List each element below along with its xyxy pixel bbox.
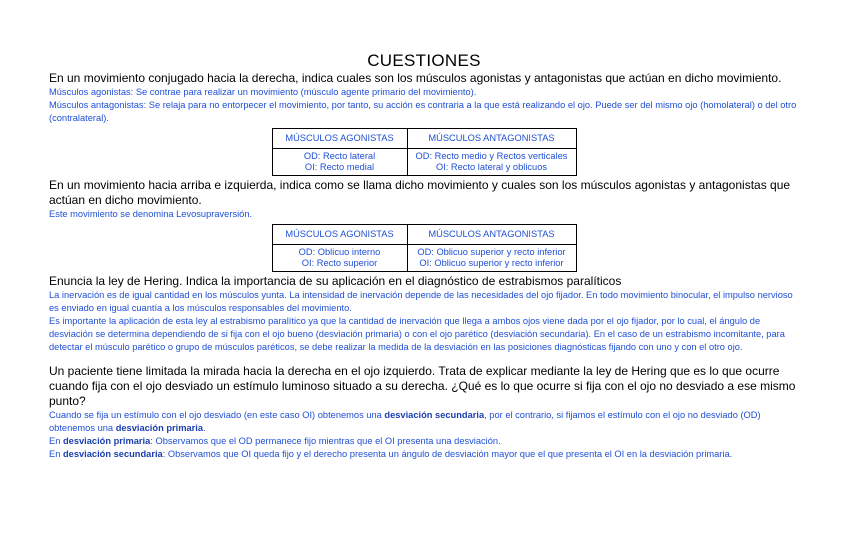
table-2-antagonistas-cell [407, 245, 576, 272]
table-2-agonistas-oi: OI: Recto superior [301, 258, 378, 268]
term-desviacion-primaria: desviación primaria [62, 436, 151, 446]
table-2-header-agonistas: MÚSCULOS AGONISTAS [272, 225, 407, 245]
question-3: Enuncia la ley de Hering. Indica la importancia de su aplicación en el diagnóstico de estrabismos paralíticos [49, 274, 622, 288]
page-title: CUESTIONES [367, 51, 481, 70]
answer-4-text: : Observamos que el OD permanece fijo mientras que el OI presenta una desviación. [150, 436, 501, 446]
question-4: Un paciente tiene limitada la mirada hacia la derecha en el ojo izquierdo. Trata de explicar mediante la ley de Hering que es lo que ocurre cuando fija con el ojo desviado un estímulo luminoso situado a su derecha. ¿Qué es lo que ocurre si fija con el ojo no desviado a ese mismo punto? [49, 364, 796, 408]
answer-4-part-3 [49, 448, 799, 461]
section-gap [49, 354, 799, 364]
answer-4-text: En [49, 449, 63, 459]
answer-4-text: : Observamos que OI queda fijo y el derecho presenta un ángulo de desviación mayor que el que presenta el OI en la desviación primaria. [162, 449, 733, 459]
muscles-table-2 [272, 224, 577, 272]
table-1-agonistas-od: OD: Recto lateral [303, 151, 376, 161]
table-2-header-antagonistas: MÚSCULOS ANTAGONISTAS [407, 225, 576, 245]
term-desviacion-primaria: desviación primaria [115, 423, 204, 433]
question-2: En un movimiento hacia arriba e izquierda, indica como se llama dicho movimiento y cuales son los músculos agonistas y antagonistas que actúan en dicho movimiento. [49, 178, 791, 207]
table-2-antagonistas-oi: OI: Oblicuo superior y recto inferior [419, 258, 564, 268]
answer-1-agonistas: Músculos agonistas: Se contrae para realizar un movimiento (músculo agente primario del movimiento). [49, 87, 477, 97]
answer-3-part-1: La inervación es de igual cantidad en los músculos yunta. La intensidad de inervación depende de las necesidades del ojo fijador. En todo movimiento binocular, el impulso nervioso es enviado en igual cuantía a los músculos responsables del movimiento. [49, 290, 793, 313]
muscles-table-1 [272, 128, 577, 176]
table-2-agonistas-cell [272, 245, 407, 272]
term-desviacion-secundaria: desviación secundaria [384, 410, 485, 420]
question-1: En un movimiento conjugado hacia la derecha, indica cuales son los músculos agonistas y antagonistas que actúan en dicho movimiento. [49, 71, 782, 85]
table-1-antagonistas-cell [407, 149, 576, 176]
answer-4-part-2 [49, 435, 799, 448]
answer-2: Este movimiento se denomina Levosupraversión. [49, 209, 253, 219]
term-desviacion-secundaria: desviación secundaria [62, 449, 163, 459]
table-1-antagonistas-oi: OI: Recto lateral y oblicuos [435, 162, 548, 172]
table-1-antagonistas-od: OD: Recto medio y Rectos verticales [415, 151, 568, 161]
answer-4-text: , por el contrario, si fijamos el estímulo con el ojo no desviado (OD) obtenemos una [49, 410, 761, 433]
answer-4-text: En [49, 436, 63, 446]
table-2-agonistas-od: OD: Oblicuo interno [298, 247, 381, 257]
table-1-agonistas-oi: OI: Recto medial [304, 162, 375, 172]
answer-3-part-2: Es importante la aplicación de esta ley al estrabismo paralítico ya que la cantidad de inervación que llega a ambos ojos viene dada por el ojo fijador, por lo cual, el ángulo de desviación se determina dependiendo de si fija con el ojo bueno (desviación primaria) o con el ojo parético (desviación secundaria). En el caso de un estrabismo incomitante, para detectar el músculo parético o grupo de músculos paréticos, se debe realizar la medida de la desviación en las posiciones diagnósticas fijando con uno y con el otro ojo. [49, 316, 785, 352]
table-1-header-agonistas: MÚSCULOS AGONISTAS [272, 129, 407, 149]
answer-1-antagonistas: Músculos antagonistas: Se relaja para no entorpecer el movimiento, por tanto, su acción es contraria a la que está realizando el ojo. Puede ser del mismo ojo (homolateral) o del otro (contralateral). [49, 100, 797, 123]
table-1-header-antagonistas: MÚSCULOS ANTAGONISTAS [407, 129, 576, 149]
answer-4-part-1 [49, 409, 799, 435]
answer-4-text: . [203, 423, 206, 433]
table-2-antagonistas-od: OD: Oblicuo superior y recto inferior [417, 247, 566, 257]
table-1-agonistas-cell [272, 149, 407, 176]
answer-4-text: Cuando se fija un estímulo con el ojo desviado (en este caso OI) obtenemos una [49, 410, 385, 420]
